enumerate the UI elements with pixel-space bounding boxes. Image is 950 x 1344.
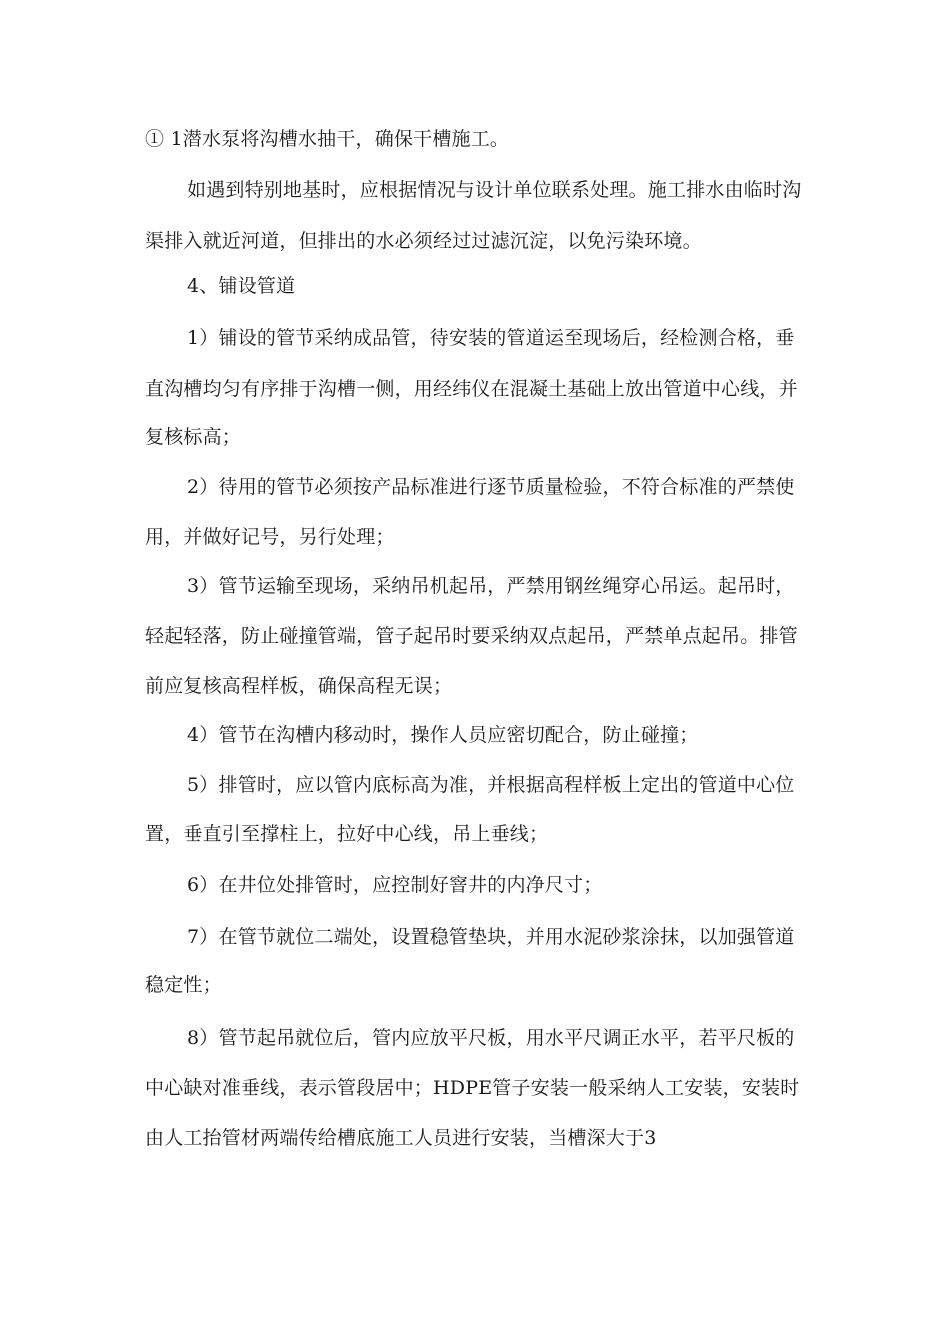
text-line: 4）管节在沟槽内移动时，操作人员应密切配合，防止碰撞； <box>187 724 699 746</box>
text-line: 2）待用的管节必须按产品标准进行逐节质量检验，不符合标准的严禁使 <box>187 476 795 498</box>
text-line: ① 1潜水泵将沟槽水抽干，确保干槽施工。 <box>145 128 510 150</box>
text-line: 8）管节起吊就位后，管内应放平尺板，用水平尺调正水平，若平尺板的 <box>187 1027 795 1049</box>
section-heading: 4、铺设管道 <box>187 275 296 297</box>
text-line: 直沟槽均匀有序排于沟槽一侧，用经纬仪在混凝土基础上放出管道中心线，并 <box>145 378 798 400</box>
text-line: 6）在井位处排管时，应控制好窨井的内净尺寸； <box>187 874 603 896</box>
text-line: 如遇到特别地基时，应根据情况与设计单位联系处理。施工排水由临时沟 <box>187 179 802 201</box>
text-line: 稳定性； <box>145 974 222 996</box>
text-line: 7）在管节就位二端处，设置稳管垫块，并用水泥砂浆涂抹，以加强管道 <box>187 926 795 948</box>
text-line: 轻起轻落，防止碰撞管端，管子起吊时要采纳双点起吊，严禁单点起吊。排管 <box>145 625 798 647</box>
text-line: 渠排入就近河道，但排出的水必须经过过滤沉淀，以免污染环境。 <box>145 230 702 252</box>
text-line: 复核标高； <box>145 426 242 448</box>
text-line: 用，并做好记号，另行处理； <box>145 526 395 548</box>
text-line: 由人工抬管材两端传给槽底施工人员进行安装，当槽深大于3 <box>145 1127 657 1149</box>
text-line: 中心缺对准垂线，表示管段居中；HDPE管子安装一般采纳人工安装，安装时 <box>145 1077 800 1099</box>
text-line: 置，垂直引至撑柱上，拉好中心线，吊上垂线； <box>145 823 549 845</box>
text-line: 3）管节运输至现场，采纳吊机起吊，严禁用钢丝绳穿心吊运。起吊时， <box>187 575 795 597</box>
text-line: 1）铺设的管节采纳成品管，待安装的管道运至现场后，经检测合格，垂 <box>187 327 795 349</box>
text-line: 5）排管时，应以管内底标高为准，并根据高程样板上定出的管道中心位 <box>187 774 795 796</box>
text-line: 前应复核高程样板，确保高程无误； <box>145 675 453 697</box>
